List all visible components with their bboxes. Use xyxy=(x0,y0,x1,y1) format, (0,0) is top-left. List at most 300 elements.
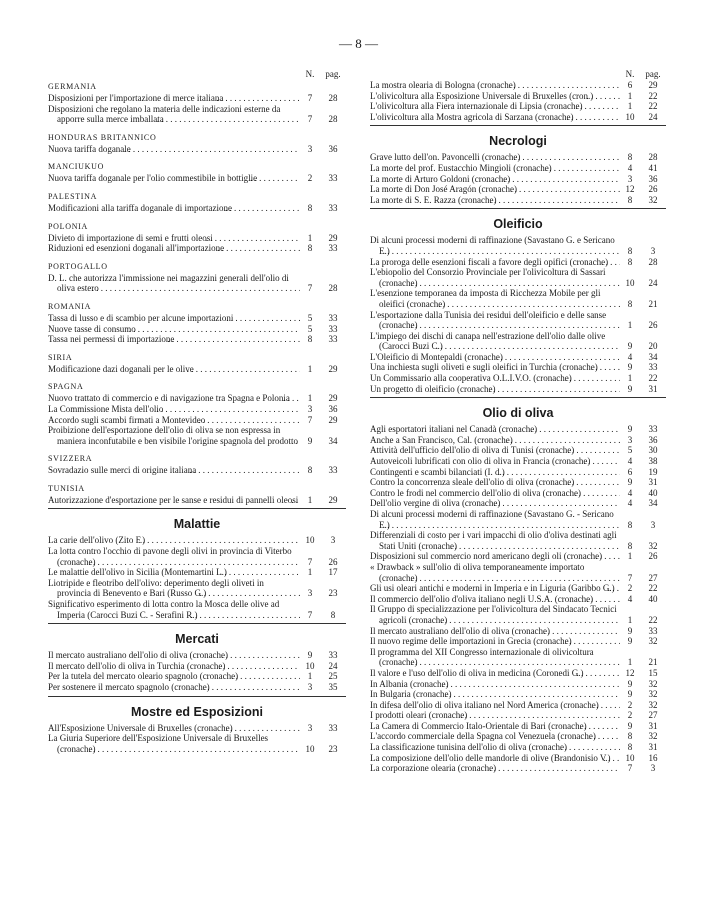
page-ref: 20 xyxy=(648,341,658,352)
index-entry xyxy=(370,488,666,499)
issue-number: 7 xyxy=(307,609,313,620)
index-entry xyxy=(48,465,346,476)
issue-number: 3 xyxy=(627,173,633,184)
issue-number: 1 xyxy=(307,494,313,505)
index-entry xyxy=(48,546,346,567)
entry-title: Tassa di lusso e di scambio per alcune importazioni . . . xyxy=(48,313,300,324)
section-divider xyxy=(370,125,666,126)
issue-number: 3 xyxy=(307,722,313,733)
issue-number: 12 xyxy=(625,667,635,678)
entry-title: Autorizzazione d'esportazione per le sanse e residui di pannelli oleosi . . . xyxy=(48,495,300,506)
index-entry xyxy=(370,235,666,256)
page-ref: 32 xyxy=(648,678,658,689)
entry-title: Agli esportatori italiani nel Canadà (cronache) . . . xyxy=(370,424,620,435)
issue-number: 4 xyxy=(627,456,633,467)
entry-title: Sovradazio sulle merci di origine italiana . . . xyxy=(48,465,300,476)
page-ref: 29 xyxy=(328,414,338,425)
index-entry xyxy=(370,267,666,288)
issue-number: 4 xyxy=(627,498,633,509)
section-heading: Malattie xyxy=(173,517,221,532)
issue-number: 1 xyxy=(307,232,313,243)
index-entry xyxy=(370,753,666,764)
page-ref: 15 xyxy=(648,667,658,678)
page-ref: 29 xyxy=(328,363,338,374)
entry-title: Dell'olio vergine di oliva (cronache) . . . xyxy=(370,498,620,509)
page-ref: 34 xyxy=(648,351,658,362)
entry-title: La Commissione Mista dell'olio . . . xyxy=(48,404,300,415)
issue-number: 9 xyxy=(627,720,633,731)
entry-title: La morte di Arturo Goldoni (cronache) . . . xyxy=(370,174,620,185)
entry-title: Per sostenere il mercato spagnolo (cronache) . . . xyxy=(48,682,300,693)
index-entry xyxy=(370,647,666,668)
n-header: N. xyxy=(625,69,635,79)
index-entry xyxy=(370,551,666,562)
index-entry xyxy=(370,174,666,185)
page-ref: 19 xyxy=(648,466,658,477)
issue-number: 3 xyxy=(307,143,313,154)
index-entry xyxy=(370,700,666,711)
index-entry xyxy=(48,324,346,335)
page-ref: 33 xyxy=(648,625,658,636)
page-ref: 29 xyxy=(328,494,338,505)
entry-title: Gli usi oleari antichi e moderni in Imperia e in Liguria (Garibbo G.) . . . xyxy=(370,583,620,594)
issue-number: 8 xyxy=(627,731,633,742)
country-heading: SPAGNA xyxy=(48,382,84,392)
index-entry xyxy=(48,404,346,415)
index-entry xyxy=(370,257,666,268)
entry-title: « Drawback » sull'olio di oliva temporaneamente importato (cronache) . . . xyxy=(370,562,620,583)
entry-title: I prodotti oleari (cronache) . . . xyxy=(370,710,620,721)
index-entry xyxy=(370,509,666,530)
entry-title: Una inchiesta sugli oliveti e sugli oleifici in Turchia (cronache) . . . xyxy=(370,362,620,373)
index-entry xyxy=(370,562,666,583)
issue-number: 9 xyxy=(307,650,313,661)
section-divider xyxy=(48,508,346,509)
page-ref: 36 xyxy=(328,403,338,414)
country-heading: SVIZZERA xyxy=(48,454,93,464)
page-ref: 29 xyxy=(328,232,338,243)
page-ref: 26 xyxy=(648,551,658,562)
index-entry xyxy=(370,763,666,774)
entry-title: In difesa dell'olio di oliva italiano nel Nord America (cronache) . . . xyxy=(370,700,620,711)
index-entry xyxy=(48,535,346,546)
issue-number: 7 xyxy=(627,763,633,774)
index-entry xyxy=(48,650,346,661)
issue-number: 2 xyxy=(627,583,633,594)
country-heading: HONDURAS BRITANNICO xyxy=(48,132,157,142)
n-header: N. xyxy=(305,69,315,79)
entry-title: L'olivicoltura alla Esposizione Universale di Bruxelles (cron.) . . . xyxy=(370,91,620,102)
page-ref: 32 xyxy=(648,731,658,742)
index-entry xyxy=(48,661,346,672)
page-ref: 34 xyxy=(648,498,658,509)
issue-number: 1 xyxy=(307,671,313,682)
page-ref: 32 xyxy=(648,689,658,700)
page-ref: 36 xyxy=(328,143,338,154)
entry-title: L'ebiopolio del Consorzio Provinciale per l'olivicoltura di Sassari (cronache) . . . xyxy=(370,267,620,288)
issue-number: 8 xyxy=(627,152,633,163)
page-ref: 23 xyxy=(328,743,338,754)
issue-number: 7 xyxy=(627,572,633,583)
issue-number: 4 xyxy=(627,593,633,604)
country-heading: TUNISIA xyxy=(48,483,85,493)
page-ref: 31 xyxy=(648,720,658,731)
issue-number: 1 xyxy=(627,614,633,625)
page-ref: 33 xyxy=(328,722,338,733)
entry-title: Contro le frodi nel commercio dell'olio di oliva (cronache) . . . xyxy=(370,488,620,499)
section-heading: Olio di oliva xyxy=(482,406,554,421)
issue-number: 9 xyxy=(627,424,633,435)
entry-title: All'Esposizione Universale di Bruxelles (cronache) . . . xyxy=(48,723,300,734)
section-list xyxy=(48,508,346,754)
issue-number: 5 xyxy=(627,445,633,456)
page-ref: 33 xyxy=(648,362,658,373)
index-entry xyxy=(370,710,666,721)
entry-title: L'olivicoltura alla Mostra agricola di Sarzana (cronache) . . . xyxy=(370,112,620,123)
page-ref: 24 xyxy=(648,111,658,122)
entry-title: Il mercato australiano dell'olio di oliva (cronache) . . . xyxy=(370,626,620,637)
page-ref: 33 xyxy=(328,650,338,661)
page-ref: 24 xyxy=(328,660,338,671)
index-entry xyxy=(370,80,666,91)
country-heading: PORTOGALLO xyxy=(48,261,108,271)
issue-number: 1 xyxy=(627,551,633,562)
entry-title: Contingenti e scambi bilanciati (I. d.) . . . xyxy=(370,467,620,478)
page-ref: 22 xyxy=(648,101,658,112)
intro-entry-list xyxy=(370,80,666,122)
page-ref: 27 xyxy=(648,572,658,583)
column-headers xyxy=(370,68,666,80)
issue-number: 3 xyxy=(307,403,313,414)
country-heading: SIRIA xyxy=(48,352,73,362)
index-entry xyxy=(48,144,346,155)
index-entry xyxy=(370,352,666,363)
entry-title: Nuovo trattato di commercio e di navigazione tra Spagna e Polonia . . . xyxy=(48,393,300,404)
entry-title: Autoveicoli lubrificati con olio di oliva in Francia (cronache) . . . xyxy=(370,456,620,467)
entry-title: La morte del prof. Eustacchio Mingioli (cronache) . . . xyxy=(370,163,620,174)
issue-number: 10 xyxy=(625,277,635,288)
issue-number: 8 xyxy=(627,245,633,256)
index-entry xyxy=(370,467,666,478)
issue-number: 12 xyxy=(625,184,635,195)
entry-title: Un Commissario alla cooperativa O.L.I.V.O. (cronache) . . . xyxy=(370,373,620,384)
index-entry xyxy=(370,498,666,509)
issue-number: 5 xyxy=(307,323,313,334)
index-entry xyxy=(48,495,346,506)
page-ref: 33 xyxy=(648,424,658,435)
page-ref: 22 xyxy=(648,583,658,594)
index-entry xyxy=(48,578,346,599)
entry-title: Attività dell'ufficio dell'olio di oliva di Tunisi (cronache) . . . xyxy=(370,445,620,456)
issue-number: 8 xyxy=(307,334,313,345)
issue-number: 10 xyxy=(305,535,315,546)
issue-number: 5 xyxy=(307,312,313,323)
entry-title: La classificazione tunisina dell'olio di oliva (cronache) . . . xyxy=(370,742,620,753)
issue-number: 7 xyxy=(307,114,313,125)
entry-title: La corporazione olearia (cronache) . . . xyxy=(370,763,620,774)
issue-number: 7 xyxy=(307,283,313,294)
country-heading: PALESTINA xyxy=(48,191,98,201)
index-entry xyxy=(48,364,346,375)
index-entry xyxy=(370,163,666,174)
issue-number: 10 xyxy=(305,743,315,754)
entry-title: Tassa nei permessi di importazione . . . xyxy=(48,334,300,345)
issue-number: 2 xyxy=(627,710,633,721)
country-heading: GERMANIA xyxy=(48,82,97,91)
index-entry xyxy=(370,91,666,102)
issue-number: 1 xyxy=(627,373,633,384)
entry-title: Nuove tasse di consumo . . . xyxy=(48,324,300,335)
page-ref: 28 xyxy=(648,152,658,163)
page-ref: 17 xyxy=(328,567,338,578)
index-entry xyxy=(370,373,666,384)
entry-title: In Albania (cronache) . . . xyxy=(370,679,620,690)
index-entry xyxy=(370,731,666,742)
page-ref: 22 xyxy=(648,90,658,101)
entry-title: Liotripide e fleotribo dell'olivo: deperimento degli oliveti in provincia di Benevento e Bari (Russo G.) . . . xyxy=(48,578,300,599)
page-ref: 40 xyxy=(648,487,658,498)
index-entry xyxy=(48,93,346,104)
index-entry xyxy=(48,599,346,620)
index-entry xyxy=(370,310,666,331)
issue-number: 10 xyxy=(625,752,635,763)
entry-title: Anche a San Francisco, Cal. (cronache) . . . xyxy=(370,435,620,446)
entry-title: Un progetto di oleificio (cronache) . . . xyxy=(370,384,620,395)
index-entry xyxy=(48,233,346,244)
issue-number: 8 xyxy=(627,540,633,551)
section-divider xyxy=(48,696,346,697)
entry-title: L'accordo commerciale della Spagna col Venezuela (cronache) . . . xyxy=(370,731,620,742)
entry-title: Contro la concorrenza sleale dell'olio di oliva (cronache) . . . xyxy=(370,477,620,488)
index-entry xyxy=(48,334,346,345)
page-ref: 32 xyxy=(648,636,658,647)
issue-number: 1 xyxy=(627,320,633,331)
index-entry xyxy=(370,195,666,206)
entry-title: Il Gruppo di specializzazione per l'olivicoltura del Sindacato Tecnici agricoli (cronache) . . . xyxy=(370,604,620,625)
issue-number: 9 xyxy=(627,477,633,488)
page-ref: 3 xyxy=(650,245,656,256)
page-ref: 30 xyxy=(648,445,658,456)
entry-title: La Camera di Commercio Italo-Orientale di Bari (cronache) . . . xyxy=(370,721,620,732)
issue-number: 2 xyxy=(307,173,313,184)
page-ref: 21 xyxy=(648,298,658,309)
page-ref: 31 xyxy=(648,477,658,488)
index-entry xyxy=(48,425,346,446)
index-entry xyxy=(370,384,666,395)
section-list xyxy=(370,125,666,773)
entry-title: Le malattie dell'olivo in Sicilia (Montemartini L.) . . . xyxy=(48,567,300,578)
page-ref: 32 xyxy=(648,194,658,205)
page-ref: 41 xyxy=(648,162,658,173)
pag-header: pag. xyxy=(645,69,661,79)
page-ref: 29 xyxy=(328,393,338,404)
page-ref: 16 xyxy=(648,752,658,763)
issue-number: 9 xyxy=(627,341,633,352)
index-entry xyxy=(48,104,346,125)
index-entry xyxy=(370,689,666,700)
entry-title: La morte di Don José Aragón (cronache) . . . xyxy=(370,184,620,195)
issue-number: 3 xyxy=(627,434,633,445)
index-entry xyxy=(370,594,666,605)
page-ref: 33 xyxy=(328,334,338,345)
index-entry xyxy=(370,668,666,679)
page-ref: 38 xyxy=(648,456,658,467)
page-ref: 27 xyxy=(648,710,658,721)
index-entry xyxy=(370,477,666,488)
entry-title: D. L. che autorizza l'immissione nei magazzini generali dell'olio di oliva estero . . . xyxy=(48,273,300,294)
left-column xyxy=(48,68,346,754)
index-entry xyxy=(370,435,666,446)
section-heading: Necrologi xyxy=(489,134,547,149)
page-ref: 36 xyxy=(648,173,658,184)
entry-title: Significativo esperimento di lotta contro la Mosca delle olive ad Imperia (Carocci Buzi C. - Serafini R.) . . . xyxy=(48,599,300,620)
entry-title: La mostra olearia di Bologna (cronache) . . . xyxy=(370,80,620,91)
entry-title: Per la tutela del mercato oleario spagnolo (cronache) . . . xyxy=(48,671,300,682)
issue-number: 1 xyxy=(627,657,633,668)
entry-title: L'olivicoltura alla Fiera internazionale di Lipsia (cronache) . . . xyxy=(370,101,620,112)
country-heading: ROMANIA xyxy=(48,301,92,311)
entry-title: Il commercio dell'olio d'oliva italiano negli U.S.A. (cronache) . . . xyxy=(370,594,620,605)
issue-number: 1 xyxy=(307,567,313,578)
column-headers xyxy=(48,68,346,80)
issue-number: 9 xyxy=(307,435,313,446)
page-ref: 33 xyxy=(328,173,338,184)
entry-title: Disposizioni che regolano la materia delle indicazioni esterne da apporre sulla merce imballata . . . xyxy=(48,104,300,125)
index-entry xyxy=(370,112,666,123)
entry-title: Riduzioni ed esenzioni doganali all'importazione . . . xyxy=(48,243,300,254)
issue-number: 4 xyxy=(627,487,633,498)
index-entry xyxy=(48,273,346,294)
country-list xyxy=(48,80,346,505)
entry-title: La carie dell'olivo (Zito F.) . . . xyxy=(48,535,300,546)
issue-number: 7 xyxy=(307,414,313,425)
index-entry xyxy=(370,456,666,467)
entry-title: Disposizioni sul commercio nord americano degli oli (cronache) . . . xyxy=(370,551,620,562)
index-entry xyxy=(48,682,346,693)
entry-title: Di alcuni processi moderni di raffinazione (Savastano G. - Sericano E.) . . . xyxy=(370,509,620,530)
entry-title: L'esportazione dalla Tunisia dei residui dell'oleificio e delle sanse (cronache) . . . xyxy=(370,310,620,331)
issue-number: 10 xyxy=(625,111,635,122)
page-ref: 31 xyxy=(648,742,658,753)
section-divider xyxy=(370,397,666,398)
issue-number: 8 xyxy=(307,202,313,213)
page-ref: 33 xyxy=(328,465,338,476)
index-entry xyxy=(370,679,666,690)
entry-title: Modificazioni alla tariffa doganale di importazione . . . xyxy=(48,203,300,214)
issue-number: 9 xyxy=(627,636,633,647)
entry-title: Nuova tariffa doganale per l'olio commestibile in bottiglie . . . xyxy=(48,173,300,184)
issue-number: 3 xyxy=(307,588,313,599)
section-divider xyxy=(370,208,666,209)
entry-title: Differenziali di costo per i vari impacchi di olio d'oliva destinati agli Stati Uniti (cronache) . . . xyxy=(370,530,620,551)
issue-number: 7 xyxy=(307,93,313,103)
page-ref: 3 xyxy=(330,535,336,546)
entry-title: Il valore e l'uso dell'olio di oliva in medicina (Coronedi G.) . . . xyxy=(370,668,620,679)
section-heading: Mostre ed Esposizioni xyxy=(131,704,263,719)
index-entry xyxy=(370,626,666,637)
entry-title: La lotta contro l'occhio di pavone degli olivi in provincia di Viterbo (cronache) . . . xyxy=(48,546,300,567)
entry-title: La composizione dell'olio delle mandorle di olive (Brandonisio V.) . . . xyxy=(370,753,620,764)
entry-title: La proroga delle esenzioni fiscali a favore degli opifici (cronache) . . . xyxy=(370,257,620,268)
index-entry xyxy=(48,313,346,324)
issue-number: 9 xyxy=(627,689,633,700)
entry-title: Il mercato australiano dell'olio di oliva (cronache) . . . xyxy=(48,650,300,661)
entry-title: La Giuria Superiore dell'Esposizione Universale di Bruxelles (cronache) . . . xyxy=(48,733,300,754)
page-ref: 24 xyxy=(648,277,658,288)
section-divider xyxy=(48,623,346,624)
index-entry xyxy=(48,243,346,254)
issue-number: 10 xyxy=(305,660,315,671)
issue-number: 1 xyxy=(307,393,313,404)
page-ref: 3 xyxy=(650,519,656,530)
page-ref: 26 xyxy=(648,184,658,195)
issue-number: 1 xyxy=(307,363,313,374)
entry-title: La morte di S. E. Razza (cronache) . . . xyxy=(370,195,620,206)
page-ref: 26 xyxy=(328,556,338,567)
page-ref: 29 xyxy=(648,80,658,90)
page-ref: 22 xyxy=(648,614,658,625)
entry-title: Modificazione dazi doganali per le olive . . . xyxy=(48,364,300,375)
entry-title: L'Oleificio di Montepaldi (cronache) . . . xyxy=(370,352,620,363)
index-entry xyxy=(48,203,346,214)
entry-title: Il programma del XII Congresso internazionale di olivicoltura (cronache) . . . xyxy=(370,647,620,668)
index-entry xyxy=(48,723,346,734)
issue-number: 1 xyxy=(627,101,633,112)
page-ref: 33 xyxy=(328,243,338,254)
pag-header: pag. xyxy=(325,69,341,79)
entry-title: In Bulgaria (cronache) . . . xyxy=(370,689,620,700)
index-entry xyxy=(48,567,346,578)
issue-number: 3 xyxy=(307,682,313,692)
page-ref: 33 xyxy=(328,323,338,334)
page-ref: 32 xyxy=(648,699,658,710)
issue-number: 1 xyxy=(627,90,633,101)
section-heading: Mercati xyxy=(175,632,219,647)
issue-number: 6 xyxy=(627,466,633,477)
index-entry xyxy=(370,445,666,456)
index-entry xyxy=(370,604,666,625)
issue-number: 6 xyxy=(627,80,633,90)
issue-number: 8 xyxy=(627,298,633,309)
index-entry xyxy=(370,288,666,309)
entry-title: Divieto di importazione di semi e frutti oleosi . . . xyxy=(48,233,300,244)
index-entry xyxy=(370,636,666,647)
page-ref: 35 xyxy=(328,682,338,692)
country-heading: MANCIUKUO xyxy=(48,162,105,172)
index-entry xyxy=(370,331,666,352)
entry-title: L'esenzione temporanea da imposta di Ricchezza Mobile per gli oleifici (cronache) . . . xyxy=(370,288,620,309)
issue-number: 7 xyxy=(307,556,313,567)
index-entry xyxy=(370,530,666,551)
page-ref: 3 xyxy=(650,763,656,774)
index-entry xyxy=(370,721,666,732)
issue-number: 2 xyxy=(627,699,633,710)
country-heading: POLONIA xyxy=(48,221,89,231)
issue-number: 4 xyxy=(627,162,633,173)
page-ref: 8 xyxy=(330,609,336,620)
entry-title: Grave lutto dell'on. Pavoncelli (cronache) . . . xyxy=(370,152,620,163)
right-column xyxy=(370,68,666,774)
issue-number: 8 xyxy=(627,519,633,530)
index-entry xyxy=(370,424,666,435)
entry-title: Accordo sugli scambi firmati a Montevideo . . . xyxy=(48,415,300,426)
page-ref: 28 xyxy=(328,114,338,125)
page-ref: 32 xyxy=(648,540,658,551)
page-ref: 22 xyxy=(648,373,658,384)
page-ref: 26 xyxy=(648,320,658,331)
index-entry xyxy=(370,101,666,112)
page-ref: 33 xyxy=(328,202,338,213)
